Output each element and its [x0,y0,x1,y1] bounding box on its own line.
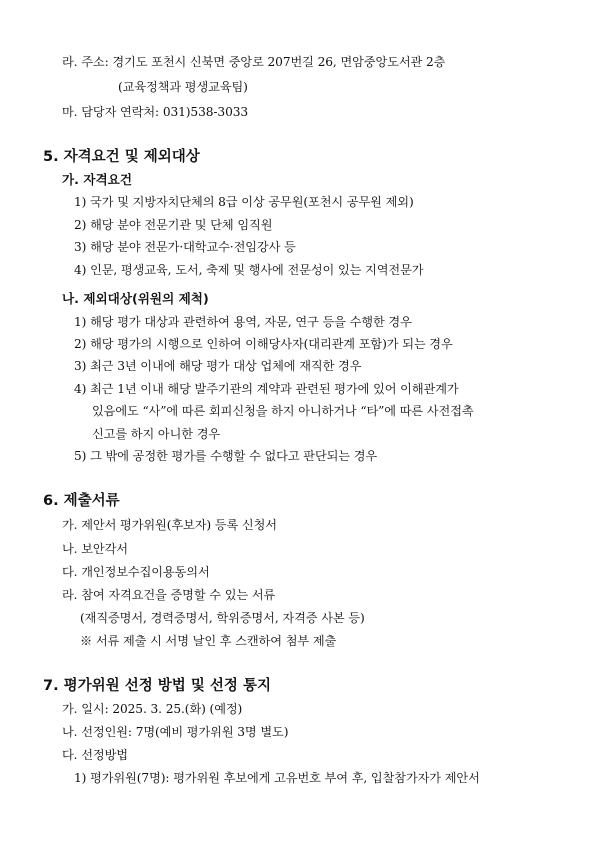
document-item: 다. 개인정보수집이용동의서 [62,565,210,579]
section-7-heading: 7. 평가위원 선정 방법 및 선정 통지 [43,678,271,694]
exclusions-heading: 나. 제외대상(위원의 제척) [62,291,209,306]
qualification-item: 1) 국가 및 지방자치단체의 8급 이상 공무원(포천시 공무원 제외) [74,195,414,209]
qualifications-heading: 가. 자격요건 [62,172,132,187]
contact-address: 라. 주소: 경기도 포천시 신북면 중앙로 207번길 26, 면암중앙도서관 2층 [62,55,446,69]
document-item: 라. 참여 자격요건을 증명할 수 있는 서류 [62,588,276,602]
document-item: 나. 보안각서 [62,542,128,556]
document-item-detail: (재직증명서, 경력증명서, 학위증명서, 자격증 사본 등) [80,611,365,625]
exclusion-item: 4) 최근 1년 이내 해당 발주기관의 계약과 관련된 평가에 있어 이해관계가 [74,382,459,396]
exclusion-item: 5) 그 밖에 공정한 평가를 수행할 수 없다고 판단되는 경우 [74,449,378,463]
selection-item: 다. 선정방법 [62,748,128,762]
exclusion-item: 3) 최근 3년 이내에 해당 평가 대상 업체에 재직한 경우 [74,359,362,373]
exclusion-item: 2) 해당 평가의 시행으로 인하여 이해당사자(대리관계 포함)가 되는 경우 [74,337,453,351]
document-item: 가. 제안서 평가위원(후보자) 등록 신청서 [62,518,277,532]
selection-method-item: 1) 평가위원(7명): 평가위원 후보에게 고유번호 부여 후, 입찰참가자가 제안서 [74,771,480,785]
qualification-item: 3) 해당 분야 전문가·대학교수·전임강사 등 [74,240,296,254]
qualification-item: 4) 인문, 평생교육, 도서, 축제 및 행사에 전문성이 있는 지역전문가 [74,263,424,277]
document-note: ※ 서류 제출 시 서명 날인 후 스캔하여 첨부 제출 [80,634,337,648]
exclusion-item-continued: 있음에도 “사”에 따른 회피신청을 하지 아니하거나 “타”에 따른 사전접촉 [92,404,474,418]
qualification-item: 2) 해당 분야 전문기관 및 단체 임직원 [74,218,273,232]
exclusion-item-continued: 신고를 하지 아니한 경우 [92,427,221,441]
contact-phone: 마. 담당자 연락처: 031)538-3033 [62,105,249,119]
section-5-heading: 5. 자격요건 및 제외대상 [43,149,200,165]
exclusion-item: 1) 해당 평가 대상과 관련하여 용역, 자문, 연구 등을 수행한 경우 [74,315,412,329]
contact-department: (교육정책과 평생교육팀) [118,80,248,94]
selection-item: 가. 일시: 2025. 3. 25.(화) (예정) [62,702,243,716]
selection-item: 나. 선정인원: 7명(예비 평가위원 3명 별도) [62,725,289,739]
section-6-heading: 6. 제출서류 [43,493,120,509]
